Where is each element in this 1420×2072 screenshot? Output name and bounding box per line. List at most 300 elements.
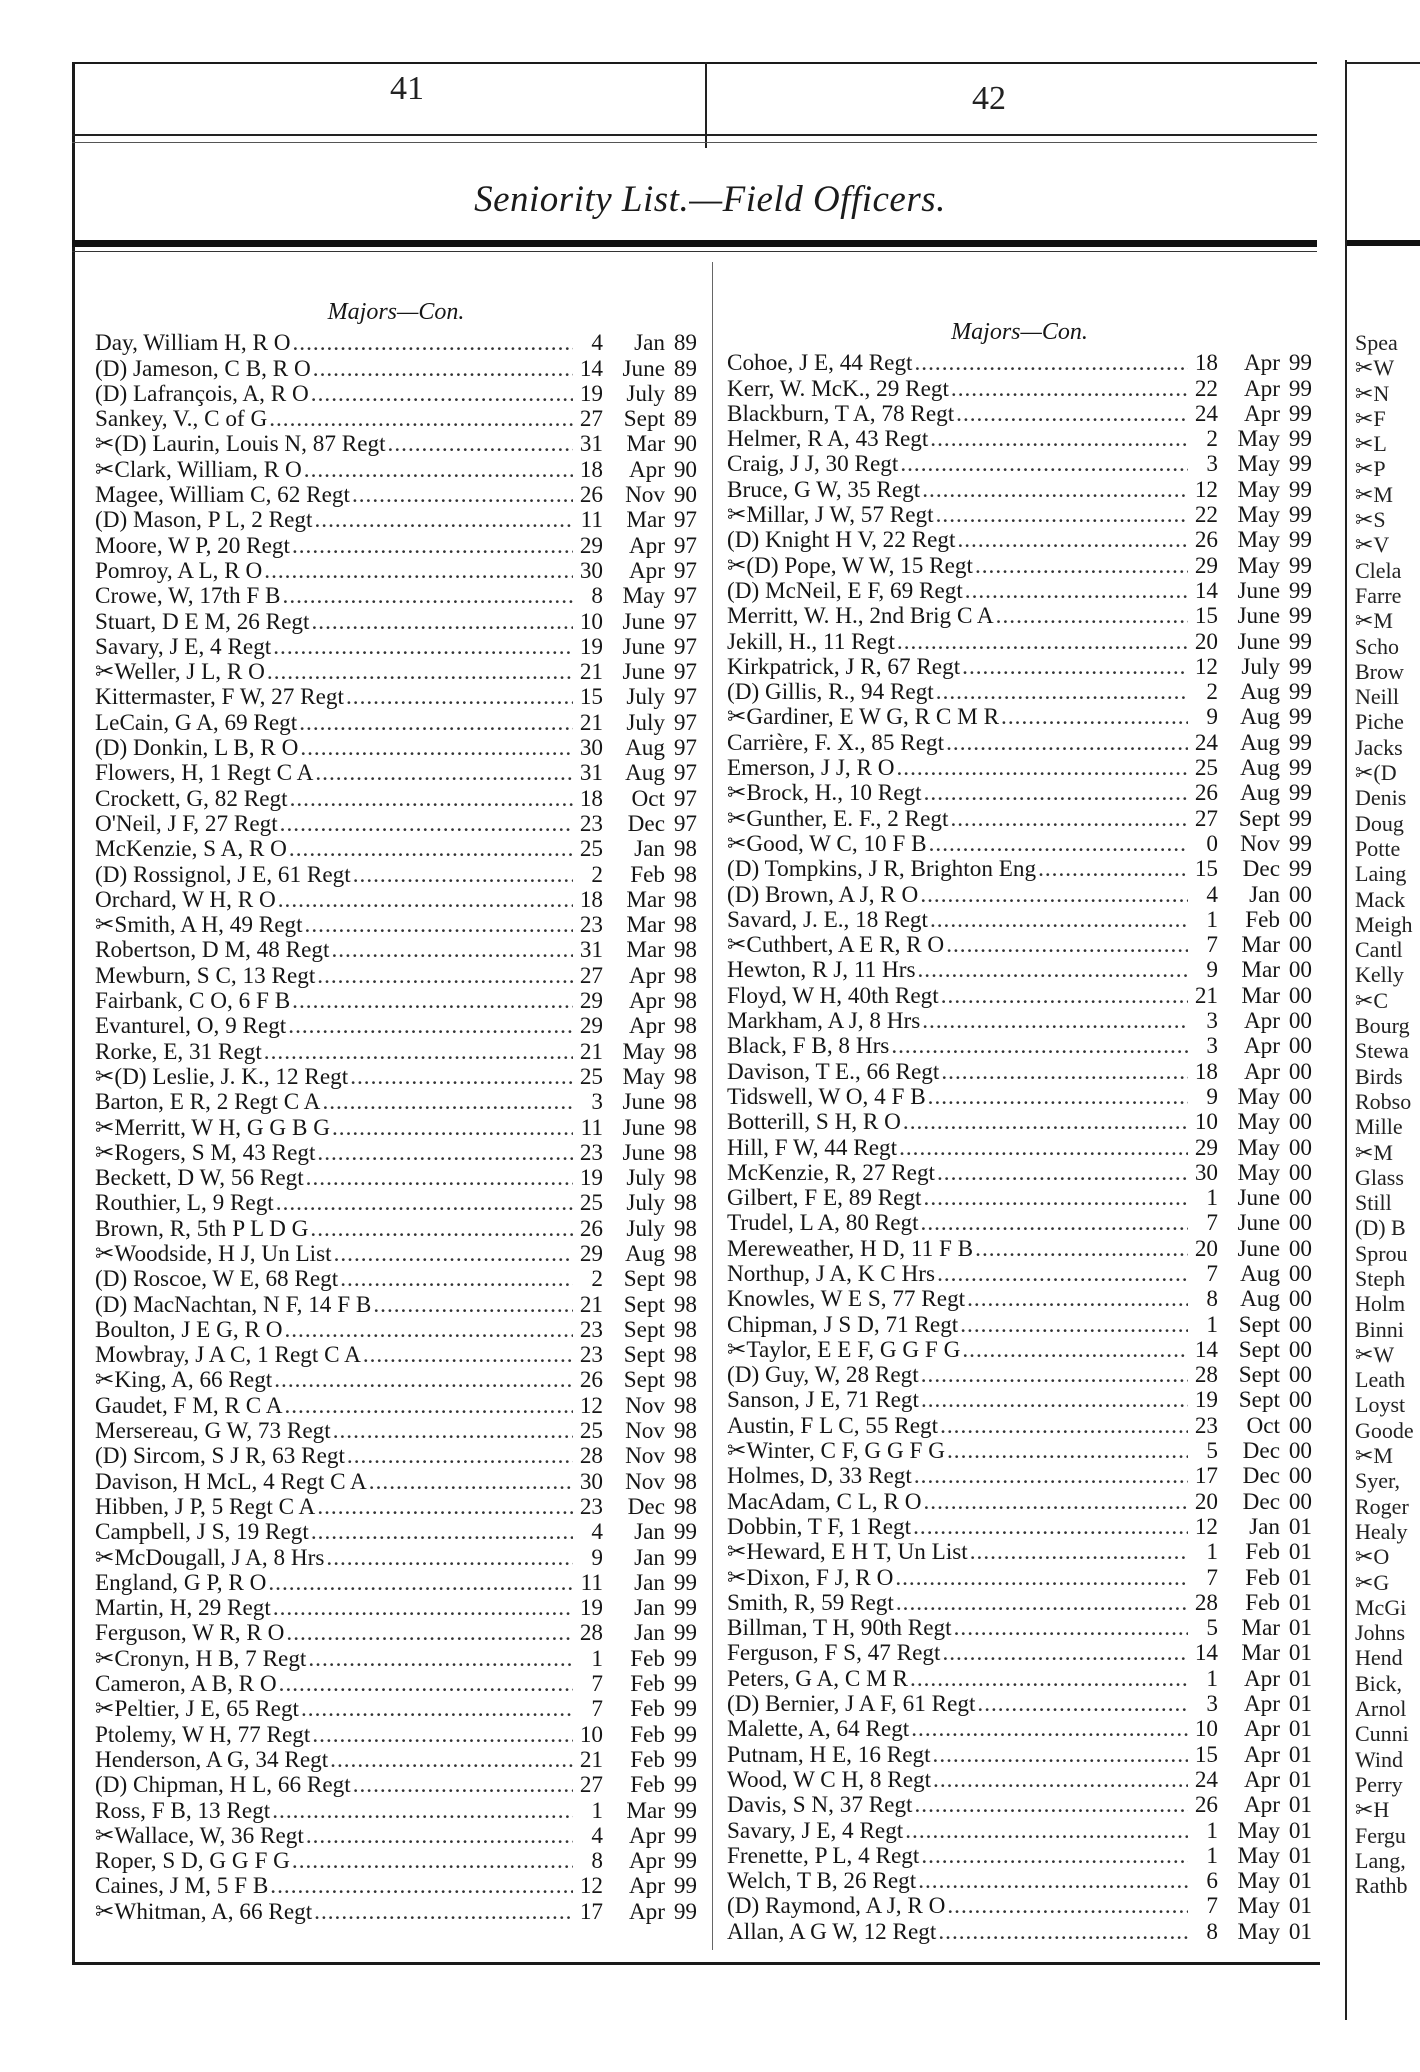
entry-date-year: 99 <box>673 1873 697 1900</box>
entry-date-day: 8 <box>591 583 603 610</box>
list-entry <box>95 913 697 938</box>
entry-date-day: 19 <box>579 1165 603 1192</box>
entry-date <box>1188 351 1312 376</box>
entry-date-month: Apr <box>628 1848 665 1875</box>
entry-date <box>1188 1793 1312 1818</box>
entry-date <box>1188 1768 1312 1793</box>
list-entry <box>727 1136 1312 1161</box>
entry-date-month: Aug <box>1240 780 1280 807</box>
next-page-fragment: ✂M <box>1355 481 1393 507</box>
entry-name: Savard, J. E., 18 Regt <box>727 906 928 933</box>
entry-name: Orchard, W H, R O <box>95 886 276 913</box>
entry-date <box>573 407 697 432</box>
next-page-fragment: Still <box>1355 1190 1392 1216</box>
entry-date-day: 19 <box>1194 1387 1218 1414</box>
entry-date-year: 01 <box>1288 1766 1312 1793</box>
list-entry <box>95 635 697 660</box>
entry-date-month: Aug <box>625 735 665 762</box>
entry-date-day: 23 <box>579 1342 603 1369</box>
entry-date-month: Apr <box>1243 1716 1280 1743</box>
leader-dots <box>894 1591 1188 1616</box>
entry-date <box>1188 1490 1312 1515</box>
leader-dots <box>345 1444 573 1469</box>
entry-date-day: 1 <box>591 1797 603 1824</box>
entry-date-month: Sept <box>1238 1311 1280 1338</box>
entry-date-day: 10 <box>579 1721 603 1748</box>
entry-name: Carrière, F. X., 85 Regt <box>727 729 945 756</box>
entry-name: (D) Knight H V, 22 Regt <box>727 527 956 554</box>
entry-name: Roper, S D, G G F G <box>95 1848 290 1875</box>
entry-date-year: 99 <box>673 1519 697 1546</box>
entry-date <box>1188 1819 1312 1844</box>
list-entry <box>95 584 697 609</box>
list-entry <box>95 1621 697 1646</box>
leader-dots <box>310 1723 573 1748</box>
entry-date-year: 98 <box>673 1443 697 1470</box>
entry-name: Smith, R, 59 Regt <box>727 1589 894 1616</box>
column-divider <box>712 262 713 1950</box>
entry-date-year: 98 <box>673 1367 697 1394</box>
list-entry <box>727 933 1312 958</box>
list-entry <box>95 1116 697 1141</box>
entry-name: ✂(D) Laurin, Louis N, 87 Regt <box>95 431 386 458</box>
entry-date-month: Feb <box>630 861 665 888</box>
list-entry <box>95 1318 697 1343</box>
entry-date-year: 97 <box>673 735 697 762</box>
entry-date-year: 99 <box>1288 527 1312 554</box>
next-page-fragment: Mille <box>1355 1114 1403 1140</box>
entry-date <box>573 863 697 888</box>
entry-date-day: 15 <box>1194 1741 1218 1768</box>
entry-date-year: 97 <box>673 659 697 686</box>
next-page-fragment: ✂M <box>1355 608 1393 634</box>
entry-name: Markham, A J, 8 Hrs <box>727 1008 921 1035</box>
entry-date-day: 9 <box>591 1544 603 1571</box>
next-page-fragment: Leath <box>1355 1367 1406 1393</box>
entry-date-month: July <box>626 684 665 711</box>
entry-date <box>573 837 697 862</box>
leader-dots <box>371 1293 573 1318</box>
list-entry <box>95 964 697 989</box>
entry-date-month: Apr <box>1243 375 1280 402</box>
leader-dots <box>939 1060 1188 1085</box>
list-entry <box>727 1844 1312 1869</box>
entry-date-day: 21 <box>579 1291 603 1318</box>
entry-date-year: 00 <box>1288 1488 1312 1515</box>
entry-name: Gaudet, F M, R C A <box>95 1392 283 1419</box>
entry-date-month: Jan <box>634 1595 665 1622</box>
entry-date-year: 99 <box>1288 704 1312 731</box>
entry-name: ✂Heward, E H T, Un List <box>727 1539 968 1566</box>
entry-date-month: Mar <box>1241 1640 1280 1667</box>
entry-date <box>573 761 697 786</box>
leader-dots <box>266 1571 573 1596</box>
list-entry <box>95 382 697 407</box>
entry-date-year: 99 <box>673 1671 697 1698</box>
entry-name: ✂Peltier, J E, 65 Regt <box>95 1696 299 1723</box>
entry-date <box>1188 554 1312 579</box>
entry-date <box>573 1242 697 1267</box>
entry-date <box>573 812 697 837</box>
entry-date <box>1188 1566 1312 1591</box>
entry-date-day: 30 <box>579 1468 603 1495</box>
list-entry <box>95 1546 697 1571</box>
entry-date-month: Aug <box>625 1240 665 1267</box>
entry-date <box>1188 478 1312 503</box>
leader-dots <box>908 1667 1188 1692</box>
next-page-fragment: Steph <box>1355 1265 1406 1291</box>
entry-name: Beckett, D W, 56 Regt <box>95 1165 304 1192</box>
entry-name: Savary, J E, 4 Regt <box>95 633 272 660</box>
leader-dots <box>276 888 573 913</box>
entry-date-year: 97 <box>673 810 697 837</box>
entry-date-day: 11 <box>580 1114 603 1141</box>
entry-date-year: 98 <box>673 861 697 888</box>
entry-date-month: Jan <box>634 1569 665 1596</box>
entry-date-year: 97 <box>673 583 697 610</box>
entry-date-year: 99 <box>1288 577 1312 604</box>
entry-name: Mersereau, G W, 73 Regt <box>95 1418 331 1445</box>
leader-dots <box>968 1540 1188 1565</box>
next-page-fragment: Johns <box>1355 1620 1406 1646</box>
entry-date <box>573 1014 697 1039</box>
entry-date-year: 98 <box>673 1316 697 1343</box>
list-entry <box>95 1444 697 1469</box>
list-entry <box>95 812 697 837</box>
leader-dots <box>945 1439 1188 1464</box>
entry-date <box>573 483 697 508</box>
entry-date-year: 00 <box>1288 1463 1312 1490</box>
entry-date-day: 26 <box>1194 1792 1218 1819</box>
leader-dots <box>999 705 1188 730</box>
list-entry <box>727 1211 1312 1236</box>
leader-dots <box>282 1318 573 1343</box>
list-entry <box>95 1090 697 1115</box>
next-page-fragment: Doug <box>1355 810 1404 836</box>
leader-dots <box>302 458 573 483</box>
entry-date <box>573 711 697 736</box>
next-page-fragment: ✂C <box>1355 987 1389 1013</box>
entry-date-day: 26 <box>1194 780 1218 807</box>
entry-date-year: 01 <box>1288 1792 1312 1819</box>
entry-date-month: Apr <box>1243 1665 1280 1692</box>
page-title: Seniority List.—Field Officers. <box>474 179 946 220</box>
entry-date-year: 98 <box>673 1392 697 1419</box>
entry-name: Dobbin, T F, 1 Regt <box>727 1513 912 1540</box>
entry-date <box>573 1318 697 1343</box>
next-page-fragment: Scho <box>1355 633 1399 659</box>
entry-date <box>1188 731 1312 756</box>
entry-date-year: 98 <box>673 1240 697 1267</box>
entry-date <box>1188 528 1312 553</box>
entry-date-day: 19 <box>579 1595 603 1622</box>
entry-date-year: 98 <box>673 962 697 989</box>
entry-date-month: Sept <box>623 1266 665 1293</box>
entry-date-month: Jan <box>1249 881 1280 908</box>
list-entry <box>95 508 697 533</box>
entry-name: ✂Wallace, W, 36 Regt <box>95 1822 304 1849</box>
next-page-fragment: ✂P <box>1355 456 1386 482</box>
entry-date <box>573 1672 697 1697</box>
entry-date-year: 00 <box>1288 957 1312 984</box>
entry-name: Sanson, J E, 71 Regt <box>727 1387 919 1414</box>
title-rule-thin <box>72 251 1317 252</box>
entry-date <box>573 635 697 660</box>
entry-name: Helmer, R A, 43 Regt <box>727 426 929 453</box>
leader-dots <box>367 1470 573 1495</box>
leader-dots <box>315 1141 573 1166</box>
list-entry <box>727 1262 1312 1287</box>
entry-date <box>1188 630 1312 655</box>
entry-date-year: 89 <box>673 355 697 382</box>
leader-dots <box>893 1566 1188 1591</box>
entry-date-day: 18 <box>1194 1058 1218 1085</box>
leader-dots <box>948 807 1188 832</box>
entry-date-year: 99 <box>673 1746 697 1773</box>
entry-date-day: 7 <box>591 1671 603 1698</box>
entry-name: Black, F B, 8 Hrs <box>727 1033 890 1060</box>
entry-date-year: 97 <box>673 709 697 736</box>
entry-date-month: May <box>1237 527 1280 554</box>
entry-date-day: 1 <box>1206 1817 1218 1844</box>
entry-date-year: 99 <box>673 1797 697 1824</box>
leader-dots <box>282 1394 573 1419</box>
entry-date <box>573 1141 697 1166</box>
entry-name: Frenette, P L, 4 Regt <box>727 1842 920 1869</box>
entry-date-year: 98 <box>673 1266 697 1293</box>
entry-date <box>573 559 697 584</box>
entry-name: Allan, A G W, 12 Regt <box>727 1918 937 1945</box>
entry-date-month: June <box>622 633 665 660</box>
list-entry <box>727 1616 1312 1641</box>
entry-date <box>573 660 697 685</box>
entry-date-year: 99 <box>1288 426 1312 453</box>
next-page-fragment: Stewa <box>1355 1038 1409 1064</box>
entry-date-year: 00 <box>1288 932 1312 959</box>
entry-date <box>573 964 697 989</box>
list-entry <box>727 1237 1312 1262</box>
entry-date-month: Nov <box>625 1468 665 1495</box>
entry-date-day: 17 <box>579 1898 603 1925</box>
leader-dots <box>330 1116 573 1141</box>
leader-dots <box>928 427 1188 452</box>
list-entry <box>727 1540 1312 1565</box>
leader-dots <box>338 1267 573 1292</box>
entry-date-month: Nov <box>1240 830 1280 857</box>
entry-date-day: 7 <box>1206 1564 1218 1591</box>
entry-date-month: June <box>1237 603 1280 630</box>
entry-date <box>573 382 697 407</box>
entry-date-year: 99 <box>1288 350 1312 377</box>
entry-date <box>573 1571 697 1596</box>
entry-date-day: 4 <box>591 1519 603 1546</box>
entry-date-month: Mar <box>626 507 665 534</box>
next-page-fragment: ✂O <box>1355 1544 1390 1570</box>
entry-name: (D) Guy, W, 28 Regt <box>727 1362 919 1389</box>
list-entry <box>95 331 697 356</box>
list-entry <box>95 1065 697 1090</box>
list-entry <box>727 1338 1312 1363</box>
list-entry <box>95 761 697 786</box>
entry-date-month: Dec <box>1242 1488 1280 1515</box>
entry-date <box>573 913 697 938</box>
entry-date-month: Aug <box>1240 1260 1280 1287</box>
entry-date-day: 30 <box>579 557 603 584</box>
entry-name: ✂Cronyn, H B, 7 Regt <box>95 1645 307 1672</box>
list-entry <box>95 1748 697 1773</box>
list-entry <box>95 1647 697 1672</box>
entry-date <box>573 534 697 559</box>
entry-date <box>1188 1869 1312 1894</box>
entry-date-day: 4 <box>1206 881 1218 908</box>
list-entry <box>95 938 697 963</box>
entry-date-month: Jan <box>634 330 665 357</box>
list-entry <box>95 1723 697 1748</box>
list-entry <box>727 857 1312 882</box>
entry-date-year: 99 <box>1288 552 1312 579</box>
leader-dots <box>955 528 1188 553</box>
entry-date-day: 21 <box>1194 982 1218 1009</box>
entry-date-month: Feb <box>630 1721 665 1748</box>
next-page-fragment: Healy <box>1355 1518 1408 1544</box>
next-page-fragment: Spea <box>1355 330 1398 355</box>
entry-date <box>573 1065 697 1090</box>
entry-date-day: 29 <box>579 988 603 1015</box>
entry-date-month: Mar <box>626 431 665 458</box>
leader-dots <box>271 635 573 660</box>
entry-name: (D) McNeil, E F, 69 Regt <box>727 577 963 604</box>
entry-name: Chipman, J S D, 71 Regt <box>727 1311 959 1338</box>
entry-date-year: 98 <box>673 886 697 913</box>
list-entry <box>95 432 697 457</box>
entry-date <box>573 1773 697 1798</box>
entry-date-year: 90 <box>673 482 697 509</box>
entry-name: Robertson, D M, 48 Regt <box>95 937 330 964</box>
list-entry <box>95 1874 697 1899</box>
list-entry <box>727 731 1312 756</box>
entry-date-year: 99 <box>1288 805 1312 832</box>
entry-date-day: 22 <box>1194 502 1218 529</box>
entry-date-year: 00 <box>1288 1185 1312 1212</box>
entry-name: Knowles, W E S, 77 Regt <box>727 1286 966 1313</box>
entry-date-year: 99 <box>1288 476 1312 503</box>
entry-date-month: Sept <box>1238 805 1280 832</box>
entry-name: (D) Chipman, H L, 66 Regt <box>95 1772 351 1799</box>
entry-date-day: 25 <box>579 1063 603 1090</box>
next-page-fragment: ✂H <box>1355 1797 1390 1823</box>
entry-date-year: 00 <box>1288 1286 1312 1313</box>
entry-date-day: 30 <box>1194 1159 1218 1186</box>
leader-dots <box>973 1237 1188 1262</box>
entry-date-month: Nov <box>625 1443 665 1470</box>
entry-date-day: 12 <box>1194 653 1218 680</box>
entry-name: ✂Millar, J W, 57 Regt <box>727 502 934 529</box>
entry-date-month: Jan <box>634 836 665 863</box>
next-page-fragment: Perry <box>1355 1771 1403 1797</box>
entry-date <box>573 1824 697 1849</box>
entry-date-month: May <box>1237 1159 1280 1186</box>
entry-date-year: 00 <box>1288 1412 1312 1439</box>
entry-name: Magee, William C, 62 Regt <box>95 482 350 509</box>
entry-name: Welch, T B, 26 Regt <box>727 1868 917 1895</box>
entry-date-month: May <box>1237 1817 1280 1844</box>
entry-date-year: 00 <box>1288 1134 1312 1161</box>
entry-date-year: 99 <box>673 1848 697 1875</box>
entry-date-year: 99 <box>673 1696 697 1723</box>
entry-name: Savary, J E, 4 Regt <box>727 1817 904 1844</box>
entry-date-month: Feb <box>1245 906 1280 933</box>
entry-date-year: 00 <box>1288 1008 1312 1035</box>
entry-date-year: 97 <box>673 785 697 812</box>
entry-date <box>573 1394 697 1419</box>
entry-date <box>1188 883 1312 908</box>
entry-date-day: 17 <box>1194 1463 1218 1490</box>
entry-name: McKenzie, S A, R O <box>95 836 287 863</box>
entry-date-day: 24 <box>1194 400 1218 427</box>
entry-date-month: Aug <box>1240 729 1280 756</box>
next-page-fragment: Kelly <box>1355 962 1404 988</box>
entry-date-month: Jan <box>634 1519 665 1546</box>
entry-name: Hibben, J P, 5 Regt C A <box>95 1493 316 1520</box>
entry-date-month: June <box>622 659 665 686</box>
list-entry <box>727 1920 1312 1945</box>
next-page-fragment: ✂W <box>1355 355 1395 381</box>
entry-date-month: July <box>626 380 665 407</box>
entry-name: ✂Gunther, E. F., 2 Regt <box>727 805 949 832</box>
entry-date-month: Feb <box>1245 1564 1280 1591</box>
leader-dots <box>913 351 1189 376</box>
entry-date-year: 00 <box>1288 982 1312 1009</box>
leader-dots <box>286 1014 573 1039</box>
entry-date <box>1188 427 1312 452</box>
entry-date-day: 8 <box>1206 1918 1218 1945</box>
next-page-fragment: Cunni <box>1355 1721 1409 1747</box>
entry-date-day: 31 <box>579 760 603 787</box>
next-page-fragment: Bick, <box>1355 1670 1403 1696</box>
list-entry <box>95 357 697 382</box>
entry-date-month: May <box>622 1038 665 1065</box>
right-column <box>727 320 1312 1945</box>
entry-name: Davison, H McL, 4 Regt C A <box>95 1468 367 1495</box>
list-entry <box>95 736 697 761</box>
leader-dots <box>935 1262 1188 1287</box>
entry-name: Sankey, V., C of G <box>95 406 268 433</box>
entry-date <box>573 357 697 382</box>
entry-date-month: June <box>622 355 665 382</box>
entry-date-day: 21 <box>579 1746 603 1773</box>
entry-date-day: 27 <box>579 1772 603 1799</box>
entry-name: Hewton, R J, 11 Hrs <box>727 957 916 984</box>
entry-date <box>573 1546 697 1571</box>
entry-date-day: 28 <box>579 1620 603 1647</box>
next-page-fragment: ✂M <box>1355 1443 1393 1469</box>
entry-date-day: 25 <box>579 1418 603 1445</box>
entry-date-day: 26 <box>579 1367 603 1394</box>
entry-date-year: 01 <box>1288 1817 1312 1844</box>
entry-date <box>1188 756 1312 781</box>
leader-dots <box>272 1368 573 1393</box>
entry-date-month: June <box>1237 1185 1280 1212</box>
entry-name: Day, William H, R O <box>95 330 291 357</box>
entry-date-month: Apr <box>628 456 665 483</box>
entry-date-day: 12 <box>1194 476 1218 503</box>
entry-date-year: 89 <box>673 380 697 407</box>
entry-date-day: 8 <box>1206 1286 1218 1313</box>
entry-name: Kittermaster, F W, 27 Regt <box>95 684 344 711</box>
entry-date <box>573 1723 697 1748</box>
entry-date-month: July <box>1241 653 1280 680</box>
entry-name: ✂Dixon, F J, R O <box>727 1564 894 1591</box>
